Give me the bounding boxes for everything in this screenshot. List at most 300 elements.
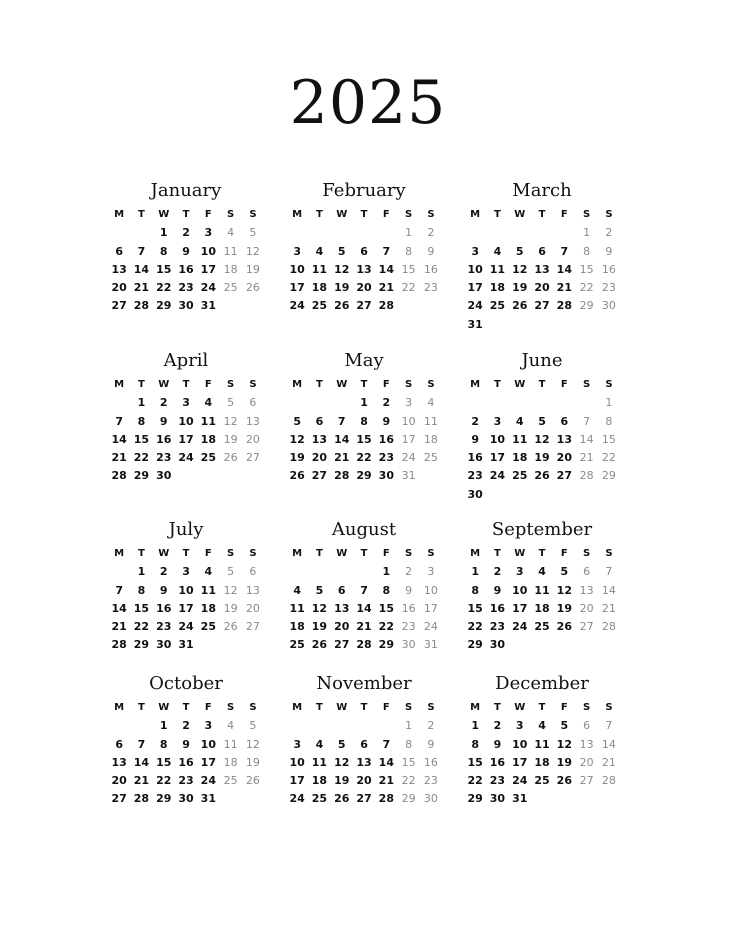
- day-cell: 31: [401, 469, 416, 483]
- weekday-header: S: [405, 548, 413, 559]
- day-cell: 28: [334, 469, 350, 483]
- weekday-header: F: [560, 702, 568, 713]
- day-cell: 11: [534, 737, 550, 751]
- day-cell: 9: [471, 432, 479, 446]
- day-cell: 22: [401, 281, 416, 295]
- empty-cell: [375, 224, 397, 242]
- weekday-header: S: [605, 702, 613, 713]
- day-cell: 7: [337, 414, 346, 428]
- month-november: [286, 673, 442, 809]
- weekday-header: W: [158, 548, 170, 559]
- day-cell: 26: [556, 774, 572, 788]
- day-cell: 20: [534, 281, 550, 295]
- day-cell: 6: [337, 583, 346, 597]
- day-cell: 6: [249, 396, 257, 410]
- weekday-header: W: [158, 209, 170, 220]
- day-cell: 1: [159, 226, 168, 240]
- day-cell: 5: [249, 719, 257, 733]
- weekday-header: M: [114, 548, 125, 559]
- day-cell: 16: [467, 451, 483, 465]
- weekday-header: S: [427, 209, 435, 220]
- day-cell: 12: [334, 755, 350, 769]
- day-cell: 27: [334, 638, 350, 652]
- day-cell: 5: [249, 226, 257, 240]
- day-cell: 10: [289, 262, 305, 276]
- day-cell: 21: [378, 281, 394, 295]
- day-cell: 24: [289, 792, 305, 806]
- day-cell: 29: [401, 792, 416, 806]
- month-name: September: [491, 519, 593, 540]
- day-cell: 8: [159, 737, 168, 751]
- day-cell: 3: [182, 396, 190, 410]
- day-cell: 17: [489, 451, 506, 465]
- day-cell: 19: [334, 281, 350, 295]
- day-cell: 25: [423, 451, 438, 465]
- day-cell: 3: [182, 565, 190, 579]
- day-cell: 5: [337, 737, 346, 751]
- day-cell: 17: [423, 601, 438, 615]
- day-cell: 26: [311, 638, 328, 652]
- weekday-header: W: [336, 702, 348, 713]
- day-cell: 11: [223, 737, 238, 751]
- day-cell: 22: [467, 620, 483, 634]
- empty-cell: [353, 717, 375, 735]
- day-cell: 5: [227, 565, 235, 579]
- day-cell: 5: [293, 414, 301, 428]
- day-cell: 13: [311, 432, 328, 446]
- day-cell: 20: [579, 755, 594, 769]
- weekday-header: F: [204, 548, 212, 559]
- day-cell: 19: [245, 262, 260, 276]
- weekday-header: M: [470, 379, 481, 390]
- day-cell: 16: [178, 755, 194, 769]
- empty-cell: [353, 224, 375, 242]
- day-cell: 3: [204, 226, 213, 240]
- day-cell: 6: [560, 414, 569, 428]
- day-cell: 17: [401, 432, 416, 446]
- day-cell: 23: [423, 281, 438, 295]
- day-cell: 21: [133, 774, 150, 788]
- day-cell: 13: [334, 601, 350, 615]
- day-cell: 21: [378, 774, 394, 788]
- day-cell: 16: [156, 601, 172, 615]
- day-cell: 21: [111, 620, 127, 634]
- day-cell: 30: [178, 792, 194, 806]
- month-march: [464, 180, 620, 334]
- day-cell: 7: [360, 583, 368, 597]
- empty-cell: [464, 394, 486, 412]
- day-cell: 3: [493, 414, 502, 428]
- day-cell: 2: [471, 414, 479, 428]
- day-cell: 13: [111, 755, 127, 769]
- day-cell: 8: [382, 583, 391, 597]
- day-cell: 21: [111, 451, 127, 465]
- day-cell: 25: [534, 620, 550, 634]
- day-cell: 20: [556, 451, 572, 465]
- day-cell: 13: [356, 755, 372, 769]
- empty-cell: [553, 224, 575, 242]
- day-cell: 19: [289, 451, 305, 465]
- day-cell: 23: [489, 774, 506, 788]
- weekday-header: T: [494, 702, 501, 713]
- day-cell: 26: [223, 451, 238, 465]
- day-cell: 8: [471, 737, 479, 751]
- day-cell: 28: [378, 792, 394, 806]
- day-cell: 13: [245, 414, 260, 428]
- weekday-header: T: [138, 702, 145, 713]
- day-cell: 18: [534, 755, 550, 769]
- weekday-header: S: [227, 379, 235, 390]
- day-cell: 30: [423, 792, 438, 806]
- day-cell: 17: [467, 281, 483, 295]
- day-cell: 19: [223, 601, 238, 615]
- day-cell: 25: [512, 469, 528, 483]
- empty-cell: [509, 224, 531, 242]
- day-cell: 24: [200, 281, 216, 295]
- day-cell: 12: [512, 262, 528, 276]
- day-cell: 29: [156, 299, 172, 313]
- month-name: December: [495, 673, 589, 694]
- day-cell: 17: [289, 774, 305, 788]
- day-cell: 1: [405, 226, 413, 240]
- day-cell: 6: [360, 737, 368, 751]
- day-cell: 21: [601, 755, 616, 769]
- weekday-header: T: [182, 548, 190, 559]
- day-cell: 16: [601, 262, 616, 276]
- day-cell: 23: [423, 774, 438, 788]
- day-cell: 24: [423, 620, 438, 634]
- day-cell: 20: [356, 774, 372, 788]
- month-days: [464, 699, 620, 809]
- day-cell: 20: [111, 281, 127, 295]
- day-cell: 29: [356, 469, 372, 483]
- empty-cell: [531, 224, 553, 242]
- day-cell: 9: [182, 737, 190, 751]
- day-cell: 14: [334, 432, 350, 446]
- empty-cell: [375, 717, 397, 735]
- day-cell: 22: [156, 774, 172, 788]
- weekday-header: S: [605, 379, 613, 390]
- weekday-header: M: [292, 548, 303, 559]
- day-cell: 18: [534, 601, 550, 615]
- day-cell: 9: [382, 414, 391, 428]
- day-cell: 25: [200, 620, 216, 634]
- weekday-header: F: [382, 379, 390, 390]
- day-cell: 2: [182, 226, 190, 240]
- day-cell: 19: [512, 281, 528, 295]
- day-cell: 9: [493, 583, 502, 597]
- weekday-header: S: [583, 379, 591, 390]
- empty-cell: [308, 717, 330, 735]
- day-cell: 15: [467, 755, 483, 769]
- day-cell: 29: [156, 792, 172, 806]
- day-cell: 21: [356, 620, 372, 634]
- empty-cell: [286, 563, 308, 581]
- day-cell: 10: [289, 755, 305, 769]
- day-cell: 12: [245, 737, 260, 751]
- day-cell: 22: [378, 620, 394, 634]
- empty-cell: [331, 224, 353, 242]
- weekday-header: T: [138, 548, 145, 559]
- day-cell: 11: [200, 414, 216, 428]
- day-cell: 27: [111, 792, 127, 806]
- day-cell: 26: [223, 620, 238, 634]
- day-cell: 11: [289, 601, 305, 615]
- day-cell: 15: [356, 432, 372, 446]
- day-cell: 11: [311, 262, 328, 276]
- day-cell: 11: [534, 583, 550, 597]
- day-cell: 3: [293, 737, 301, 751]
- weekday-header: T: [494, 548, 501, 559]
- day-cell: 4: [315, 244, 324, 258]
- day-cell: 15: [401, 262, 416, 276]
- day-cell: 27: [579, 774, 594, 788]
- day-cell: 26: [334, 299, 350, 313]
- day-cell: 23: [178, 774, 194, 788]
- day-cell: 15: [156, 262, 172, 276]
- day-cell: 29: [579, 299, 594, 313]
- day-cell: 4: [315, 737, 324, 751]
- day-cell: 28: [579, 469, 594, 483]
- day-cell: 15: [133, 432, 150, 446]
- day-cell: 10: [200, 244, 216, 258]
- day-cell: 14: [111, 432, 127, 446]
- day-cell: 15: [467, 601, 483, 615]
- weekday-header: M: [292, 702, 303, 713]
- weekday-header: S: [583, 702, 591, 713]
- weekday-header: S: [249, 548, 257, 559]
- day-cell: 6: [360, 244, 368, 258]
- weekday-header: S: [227, 548, 235, 559]
- day-cell: 20: [111, 774, 127, 788]
- day-cell: 7: [382, 737, 391, 751]
- day-cell: 4: [427, 396, 435, 410]
- month-name: October: [149, 673, 223, 694]
- day-cell: 27: [534, 299, 550, 313]
- empty-cell: [108, 394, 130, 412]
- day-cell: 10: [467, 262, 483, 276]
- day-cell: 21: [579, 451, 594, 465]
- day-cell: 23: [467, 469, 483, 483]
- day-cell: 12: [289, 432, 305, 446]
- day-cell: 12: [223, 414, 238, 428]
- weekday-header: T: [494, 209, 501, 220]
- day-cell: 17: [289, 281, 305, 295]
- month-days: [286, 206, 442, 316]
- day-cell: 30: [467, 487, 483, 501]
- day-cell: 14: [133, 755, 150, 769]
- day-cell: 22: [579, 281, 594, 295]
- month-days: [108, 699, 264, 809]
- day-cell: 6: [538, 244, 546, 258]
- day-cell: 22: [467, 774, 483, 788]
- day-cell: 16: [178, 262, 194, 276]
- weekday-header: W: [514, 548, 526, 559]
- weekday-header: S: [227, 702, 235, 713]
- day-cell: 30: [156, 638, 172, 652]
- month-june: [464, 350, 620, 504]
- day-cell: 7: [115, 414, 123, 428]
- day-cell: 3: [293, 244, 301, 258]
- weekday-header: W: [514, 209, 526, 220]
- day-cell: 12: [534, 432, 550, 446]
- day-cell: 24: [512, 620, 528, 634]
- weekday-header: M: [114, 209, 125, 220]
- day-cell: 26: [512, 299, 528, 313]
- empty-cell: [331, 394, 353, 412]
- day-cell: 13: [579, 737, 594, 751]
- day-cell: 3: [427, 565, 435, 579]
- day-cell: 21: [334, 451, 350, 465]
- weekday-header: S: [405, 379, 413, 390]
- day-cell: 17: [178, 432, 194, 446]
- empty-cell: [486, 394, 508, 412]
- day-cell: 6: [249, 565, 257, 579]
- day-cell: 9: [159, 583, 168, 597]
- empty-cell: [108, 224, 130, 242]
- day-cell: 16: [489, 601, 506, 615]
- day-cell: 1: [605, 396, 613, 410]
- day-cell: 11: [223, 244, 238, 258]
- weekday-header: W: [514, 379, 526, 390]
- day-cell: 1: [137, 396, 146, 410]
- weekday-header: W: [336, 209, 348, 220]
- day-cell: 19: [311, 620, 328, 634]
- day-cell: 28: [111, 469, 127, 483]
- day-cell: 1: [405, 719, 413, 733]
- day-cell: 22: [133, 451, 150, 465]
- day-cell: 14: [378, 755, 394, 769]
- day-cell: 9: [493, 737, 502, 751]
- weekday-header: T: [360, 702, 368, 713]
- day-cell: 18: [489, 281, 506, 295]
- day-cell: 4: [293, 583, 301, 597]
- day-cell: 27: [111, 299, 127, 313]
- weekday-header: W: [336, 548, 348, 559]
- month-september: [464, 519, 620, 655]
- month-name: January: [150, 180, 222, 201]
- day-cell: 10: [512, 583, 528, 597]
- month-days: [464, 545, 620, 655]
- weekday-header: F: [382, 209, 390, 220]
- weekday-header: W: [336, 379, 348, 390]
- day-cell: 31: [423, 638, 438, 652]
- empty-cell: [331, 717, 353, 735]
- day-cell: 31: [512, 792, 528, 806]
- day-cell: 3: [515, 719, 524, 733]
- day-cell: 27: [311, 469, 328, 483]
- day-cell: 16: [489, 755, 506, 769]
- day-cell: 24: [289, 299, 305, 313]
- day-cell: 4: [538, 565, 546, 579]
- weekday-header: F: [204, 209, 212, 220]
- weekday-header: F: [560, 548, 568, 559]
- day-cell: 21: [601, 601, 616, 615]
- day-cell: 19: [245, 755, 260, 769]
- day-cell: 6: [115, 737, 123, 751]
- month-july: [108, 519, 264, 655]
- day-cell: 30: [156, 469, 172, 483]
- weekday-header: T: [182, 379, 190, 390]
- day-cell: 29: [133, 469, 150, 483]
- empty-cell: [308, 563, 330, 581]
- weekday-header: S: [249, 379, 257, 390]
- day-cell: 25: [311, 299, 328, 313]
- weekday-header: S: [605, 209, 613, 220]
- empty-cell: [286, 394, 308, 412]
- empty-cell: [108, 717, 130, 735]
- day-cell: 24: [467, 299, 483, 313]
- day-cell: 31: [200, 299, 216, 313]
- day-cell: 23: [178, 281, 194, 295]
- month-name: August: [331, 519, 397, 540]
- day-cell: 27: [245, 451, 260, 465]
- day-cell: 2: [427, 719, 435, 733]
- day-cell: 17: [512, 601, 528, 615]
- day-cell: 7: [605, 719, 613, 733]
- day-cell: 4: [227, 226, 235, 240]
- weekday-header: T: [360, 209, 368, 220]
- day-cell: 28: [111, 638, 127, 652]
- month-days: [108, 206, 264, 316]
- day-cell: 14: [579, 432, 594, 446]
- day-cell: 19: [556, 601, 572, 615]
- weekday-header: M: [114, 702, 125, 713]
- day-cell: 10: [401, 414, 416, 428]
- day-cell: 26: [245, 774, 260, 788]
- empty-cell: [286, 224, 308, 242]
- day-cell: 12: [245, 244, 260, 258]
- day-cell: 17: [512, 755, 528, 769]
- day-cell: 27: [245, 620, 260, 634]
- weekday-header: M: [292, 379, 303, 390]
- month-days: [286, 376, 442, 486]
- day-cell: 3: [204, 719, 213, 733]
- day-cell: 18: [289, 620, 305, 634]
- day-cell: 5: [538, 414, 546, 428]
- day-cell: 23: [156, 451, 172, 465]
- month-name: March: [512, 180, 572, 201]
- day-cell: 5: [315, 583, 324, 597]
- weekday-header: T: [316, 379, 323, 390]
- day-cell: 8: [405, 244, 413, 258]
- empty-cell: [331, 563, 353, 581]
- empty-cell: [130, 224, 152, 242]
- weekday-header: M: [292, 209, 303, 220]
- month-days: [464, 376, 620, 504]
- empty-cell: [531, 394, 553, 412]
- weekday-header: W: [514, 702, 526, 713]
- day-cell: 9: [405, 583, 413, 597]
- day-cell: 2: [159, 565, 168, 579]
- day-cell: 1: [159, 719, 168, 733]
- day-cell: 30: [489, 792, 506, 806]
- weekday-header: T: [494, 379, 501, 390]
- day-cell: 24: [200, 774, 216, 788]
- empty-cell: [464, 224, 486, 242]
- day-cell: 2: [493, 719, 502, 733]
- month-august: [286, 519, 442, 655]
- month-days: [464, 206, 620, 334]
- month-days: [108, 545, 264, 655]
- weekday-header: F: [204, 702, 212, 713]
- day-cell: 16: [423, 755, 438, 769]
- day-cell: 22: [401, 774, 416, 788]
- day-cell: 24: [401, 451, 416, 465]
- day-cell: 19: [223, 432, 238, 446]
- day-cell: 18: [223, 262, 238, 276]
- day-cell: 27: [556, 469, 572, 483]
